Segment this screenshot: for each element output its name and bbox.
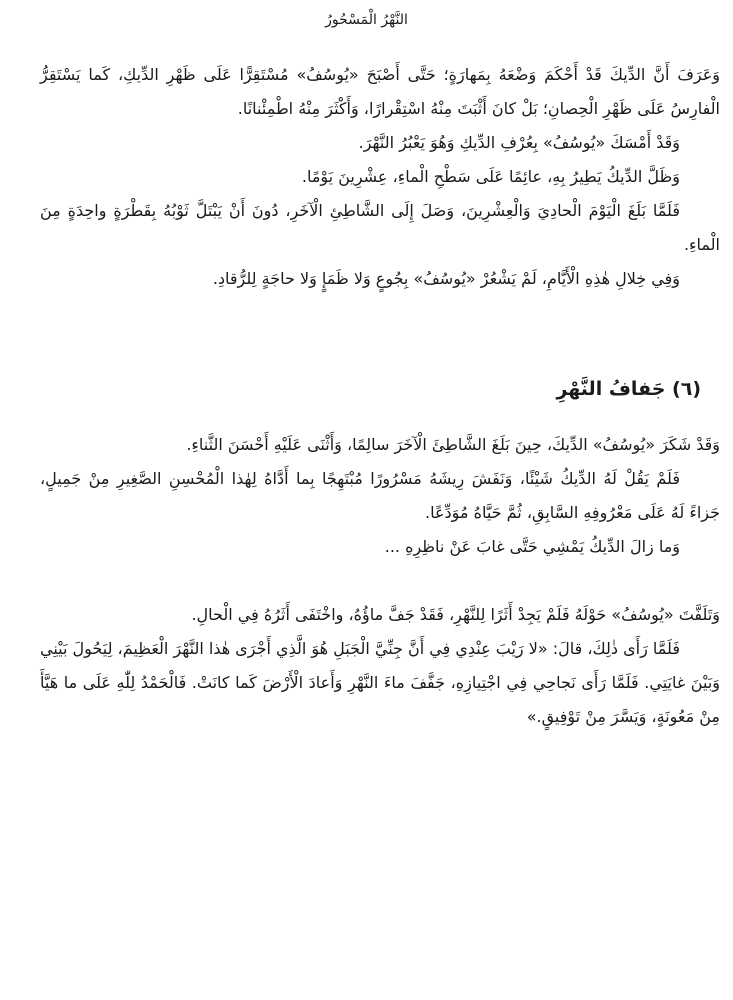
paragraph: وَعَرَفَ أَنَّ الدِّيكَ قَدْ أَحْكَمَ وَضْعَهُ بِمَهارَةٍ؛ حَتَّى أَصْبَحَ «يُوسُفُ» مُسْتَقِرًّا عَلَى ظَهْرِ الدِّيكِ، كَما يَسْتَقِرُّ الْفارِسُ عَلَى ظَهْرِ الْحِصانِ؛ بَلْ كانَ أَثْبَتَ مِنْهُ اسْتِقْرارًا، وَأَكْثَرَ مِنْهُ اطْمِئْنانًا. — [40, 65, 720, 118]
paragraph: وَقَدْ شَكَرَ «يُوسُفُ» الدِّيكَ، حِينَ بَلَغَ الشَّاطِئَ الْآخَرَ سالِمًا، وَأَثْنَى عَلَيْهِ أَحْسَنَ الثَّناءِ. — [186, 435, 720, 454]
paragraph: وَتَلَفَّتَ «يُوسُفُ» حَوْلَهُ فَلَمْ يَجِدْ أَثَرًا لِلنَّهْرِ، فَقَدْ جَفَّ ماؤُهُ، واخْتَفَى أَثَرُهُ فِي الْحالِ. — [191, 605, 720, 624]
section-2-body-continued — [40, 598, 720, 734]
section-2-body — [40, 428, 720, 564]
paragraph: وَفِي خِلالِ هٰذِهِ الْأَيَّامِ، لَمْ يَشْعُرْ «يُوسُفُ» بِجُوعٍ وَلا ظَمَإٍ وَلا حاجَةٍ لِلرُّقادِ. — [212, 269, 680, 288]
running-title: النَّهْرُ الْمَسْحُورُ — [325, 12, 408, 28]
paragraph: وَظَلَّ الدِّيكُ يَطِيرُ بِهِ، عائِمًا عَلَى سَطْحِ الْماءِ، عِشْرِينَ يَوْمًا. — [301, 167, 680, 186]
paragraph: وَقَدْ أَمْسَكَ «يُوسُفُ» بِعُرْفِ الدِّيكِ وَهُوَ يَعْبُرُ النَّهْرَ. — [358, 133, 680, 152]
paragraph: فَلَمَّا بَلَغَ الْيَوْمَ الْحادِيَ وَالْعِشْرِينَ، وَصَلَ إِلَى الشَّاطِئِ الْآخَرِ، دُونَ أَنْ يَبْتَلَّ ثَوْبُهُ بِقَطْرَةٍ واحِدَةٍ مِنَ الْماءِ. — [40, 201, 720, 254]
section-heading: (٦) جَفافُ النَّهْرِ — [556, 378, 701, 400]
paragraph: فَلَمْ يَقُلْ لَهُ الدِّيكُ شَيْئًا، وَنَفَشَ رِيشَهُ مَسْرُورًا مُبْتَهِجًا بِما أَدَّاهُ لِهٰذا الْمُحْسِنِ الصَّغِيرِ مِنْ جَمِيلٍ، جَزاءً لَهُ عَلَى مَعْرُوفِهِ السَّابِقِ، ثُمَّ حَيَّاهُ مُوَدِّعًا. — [40, 469, 720, 522]
paragraph: وَما زالَ الدِّيكُ يَمْشِي حَتَّى غابَ عَنْ ناظِرِهِ ... — [384, 537, 680, 556]
section-1-body — [40, 58, 720, 296]
paragraph: فَلَمَّا رَأَى ذٰلِكَ، قالَ: «لا رَيْبَ عِنْدِي فِي أَنَّ جِنِّيَّ الْجَبَلِ هُوَ الَّذِي أَجْرَى هٰذا النَّهْرَ الْعَظِيمَ، لِيَحُولَ بَيْنِي وَبَيْنَ غايَتِي. فَلَمَّا رَأَى نَجاحِي فِي اجْتِيازِهِ، جَفَّفَ ماءَ النَّهْرِ وَأَعادَ الْأَرْضَ كَما كانَتْ. فَالْحَمْدُ لِلّٰهِ عَلَى ما هَيَّأَ مِنْ مَعُونَةٍ، وَيَسَّرَ مِنْ تَوْفِيقٍ.» — [40, 639, 720, 726]
